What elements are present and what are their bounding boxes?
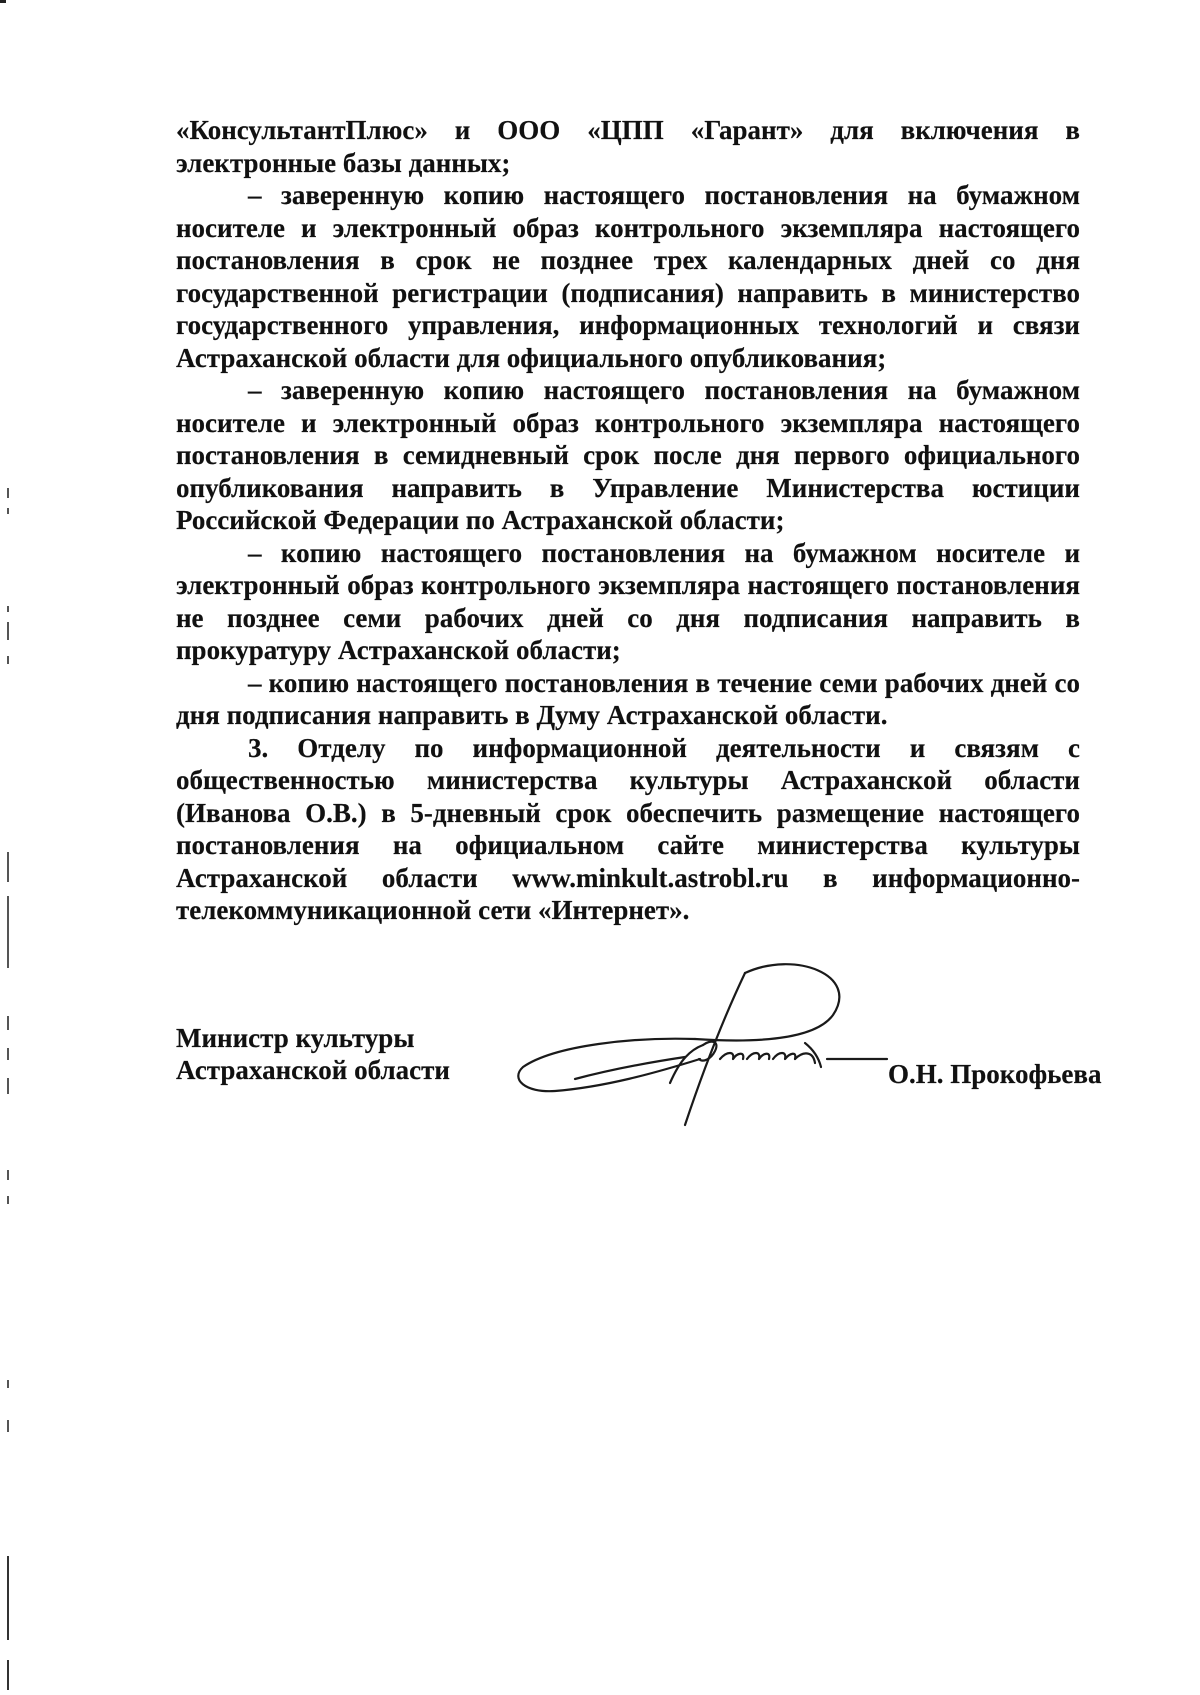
margin-scan-marks xyxy=(0,0,12,1695)
signatory-name: О.Н. Прокофьева xyxy=(888,1059,1102,1089)
paragraph-item-copy-to-prosecutor: – копию настоящего постановления на бумажном носителе и электронный образ контрольного экземпляра настоящего постановления не позднее семи рабочих дней со дня подписания направить в прокуратуру Астраханской области; xyxy=(176,537,1080,665)
signatory-position-line-1: Министр культуры xyxy=(176,1023,415,1053)
paragraph-item-copy-to-justice: – заверенную копию настоящего постановления на бумажном носителе и электронный образ контрольного экземпляра настоящего постановления в семидневный срок после дня первого официального опубликования направить в Управление Министерства юстиции Российской Федерации по Астраханской области; xyxy=(176,375,1080,535)
document-body xyxy=(176,114,1080,927)
paragraph-clause-3: 3. Отделу по информационной деятельности и связям с общественностью министерства культуры Астраханской области (Иванова О.В.) в 5-дневный срок обеспечить размещение настоящего постановления на официальном сайте министерства культуры Астраханской области www.minkult.astrobl.ru в информационно-телекоммуникационной сети «Интернет». xyxy=(176,732,1080,925)
paragraph-continuation: «КонсультантПлюс» и ООО «ЦПП «Гарант» для включения в электронные базы данных; xyxy=(176,115,1080,178)
paragraph-item-copy-to-duma: – копию настоящего постановления в течение семи рабочих дней со дня подписания направить в Думу Астраханской области. xyxy=(176,667,1080,730)
signatory-position-line-2: Астраханской области xyxy=(176,1055,450,1085)
handwritten-signature xyxy=(515,955,895,1145)
paragraph-item-copy-to-ministry: – заверенную копию настоящего постановления на бумажном носителе и электронный образ контрольного экземпляра настоящего постановления в срок не позднее трех календарных дней со дня государственной регистрации (подписания) направить в министерство государственного управления, информационных технологий и связи Астраханской области для официального опубликования; xyxy=(176,180,1080,373)
signatory-position xyxy=(176,1022,450,1086)
